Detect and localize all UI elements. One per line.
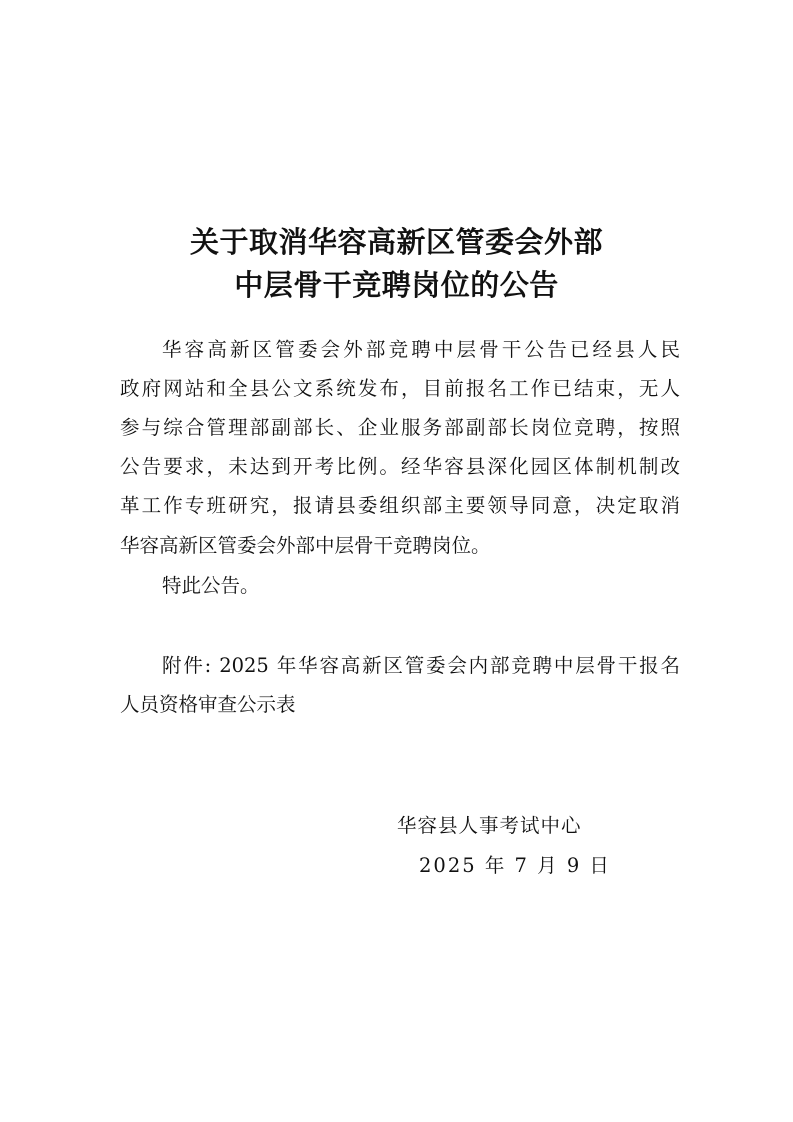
attachment-line-1: 附件: 2025 年华容高新区管委会内部竞聘中层骨干报名 bbox=[162, 654, 680, 677]
attachment-line-2: 人员资格审查公示表 bbox=[120, 693, 296, 716]
signature-organization: 华容县人事考试中心 bbox=[397, 814, 582, 837]
document-title-line-2: 中层骨干竞聘岗位的公告 bbox=[234, 268, 559, 302]
document-title-line-1: 关于取消华容高新区管委会外部 bbox=[189, 225, 603, 259]
body-paragraph-line: 政府网站和全县公文系统发布，目前报名工作已结束，无人 bbox=[120, 377, 680, 400]
closing-text: 特此公告。 bbox=[162, 574, 260, 597]
body-paragraph-line: 华容高新区管委会外部中层骨干竞聘岗位。 bbox=[120, 534, 491, 557]
body-paragraph-line: 公告要求，未达到开考比例。经华容县深化园区体制机制改 bbox=[120, 455, 680, 478]
body-paragraph-line: 革工作专班研究，报请县委组织部主要领导同意，决定取消 bbox=[120, 494, 680, 517]
signature-date: 2025 年 7 月 9 日 bbox=[419, 854, 611, 877]
body-paragraph-line: 参与综合管理部副部长、企业服务部副部长岗位竞聘，按照 bbox=[120, 416, 680, 439]
body-paragraph-line: 华容高新区管委会外部竞聘中层骨干公告已经县人民 bbox=[162, 338, 680, 361]
